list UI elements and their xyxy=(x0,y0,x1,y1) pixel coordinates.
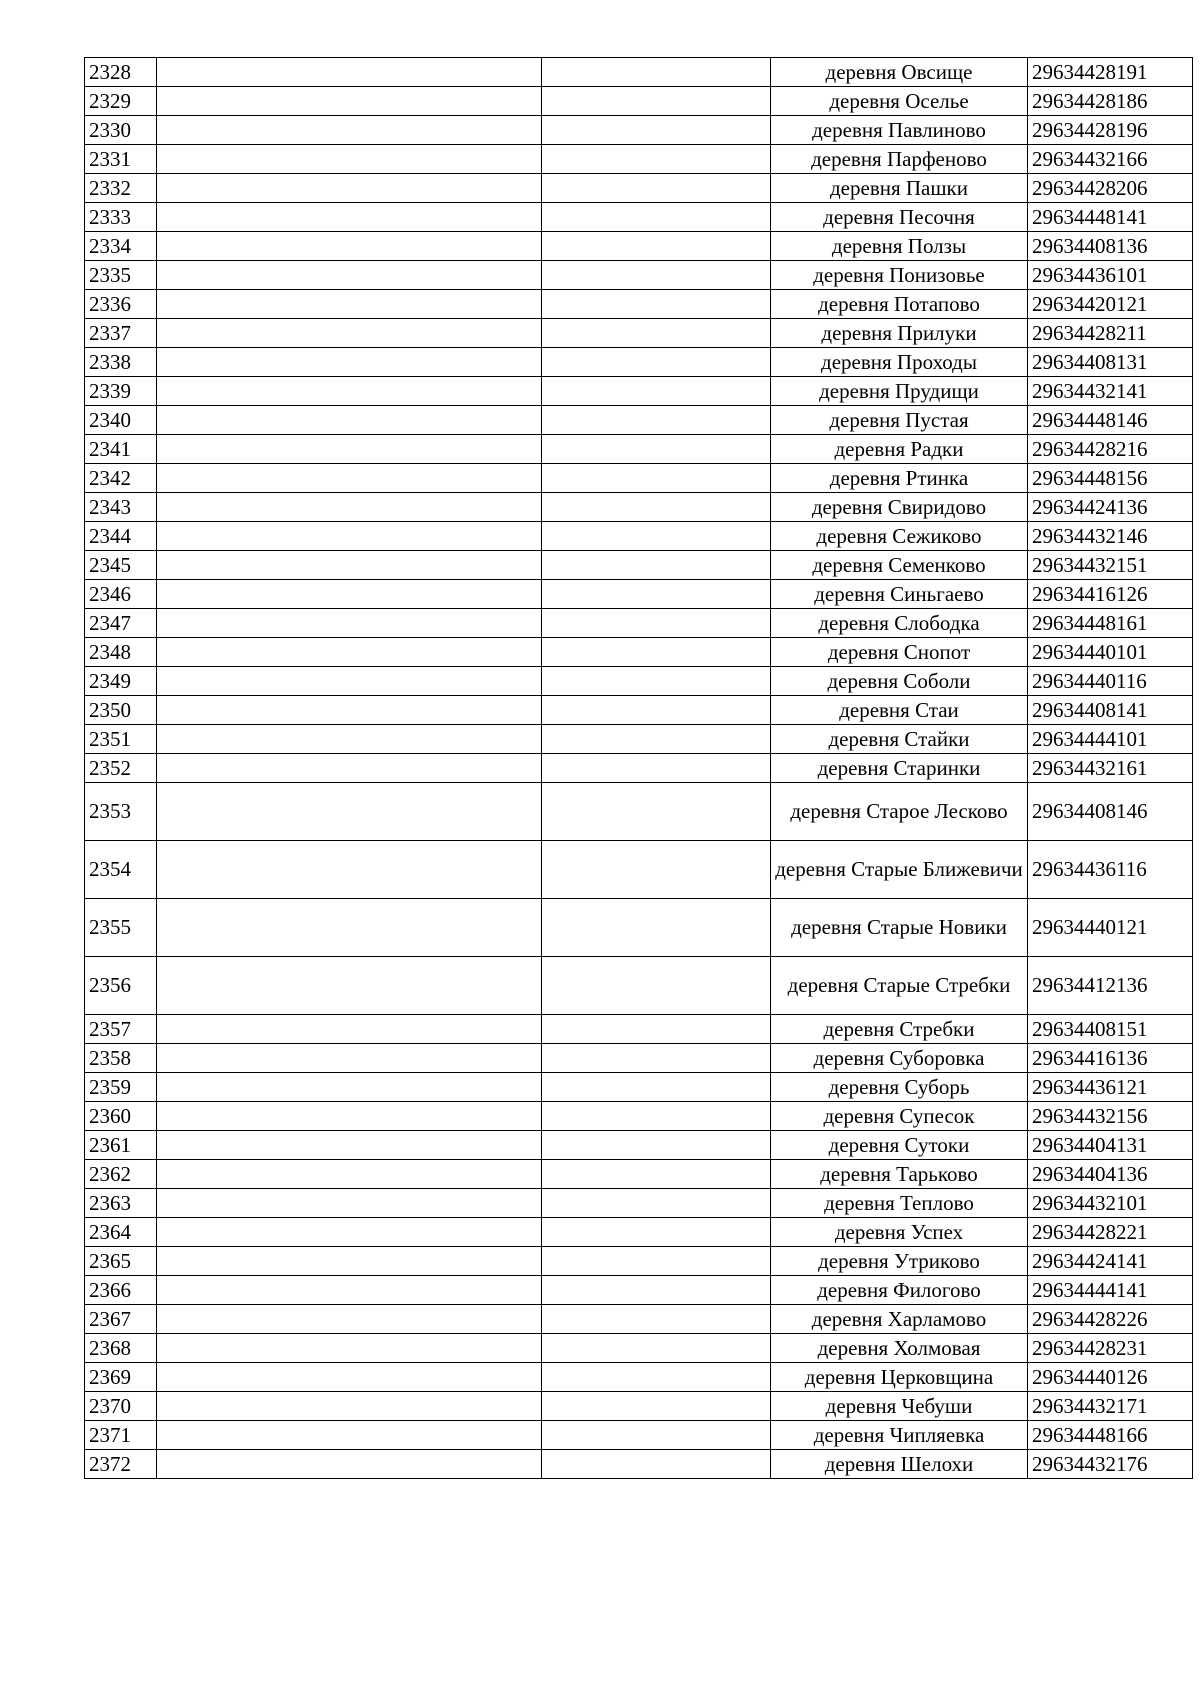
settlement-name-cell: деревня Суборь xyxy=(771,1073,1028,1102)
table-row xyxy=(85,1363,1193,1392)
table-row xyxy=(85,754,1193,783)
settlement-code-cell: 29634428231 xyxy=(1028,1334,1193,1363)
empty-cell xyxy=(542,464,771,493)
settlement-code-cell: 29634416136 xyxy=(1028,1044,1193,1073)
table-row xyxy=(85,580,1193,609)
row-number-cell: 2340 xyxy=(85,406,157,435)
settlement-code-cell: 29634448156 xyxy=(1028,464,1193,493)
empty-cell xyxy=(542,1015,771,1044)
empty-cell xyxy=(157,87,542,116)
empty-cell xyxy=(157,406,542,435)
settlement-code-cell: 29634432146 xyxy=(1028,522,1193,551)
table-row xyxy=(85,435,1193,464)
empty-cell xyxy=(542,899,771,957)
empty-cell xyxy=(542,1392,771,1421)
empty-cell xyxy=(542,1334,771,1363)
table-row xyxy=(85,290,1193,319)
table-row xyxy=(85,667,1193,696)
settlement-name-cell: деревня Синьгаево xyxy=(771,580,1028,609)
empty-cell xyxy=(542,348,771,377)
empty-cell xyxy=(157,116,542,145)
settlement-name-cell: деревня Радки xyxy=(771,435,1028,464)
empty-cell xyxy=(542,1189,771,1218)
table-row xyxy=(85,1073,1193,1102)
row-number-cell: 2353 xyxy=(85,783,157,841)
settlement-name-cell: деревня Сутоки xyxy=(771,1131,1028,1160)
empty-cell xyxy=(542,1305,771,1334)
settlement-code-cell: 29634436101 xyxy=(1028,261,1193,290)
settlement-name-cell: деревня Стребки xyxy=(771,1015,1028,1044)
empty-cell xyxy=(542,1102,771,1131)
table-row xyxy=(85,1218,1193,1247)
row-number-cell: 2358 xyxy=(85,1044,157,1073)
empty-cell xyxy=(542,667,771,696)
settlement-name-cell: деревня Суборовка xyxy=(771,1044,1028,1073)
settlement-code-cell: 29634428216 xyxy=(1028,435,1193,464)
empty-cell xyxy=(542,290,771,319)
empty-cell xyxy=(542,116,771,145)
empty-cell xyxy=(542,841,771,899)
settlement-code-cell: 29634436121 xyxy=(1028,1073,1193,1102)
empty-cell xyxy=(542,1450,771,1479)
empty-cell xyxy=(542,319,771,348)
row-number-cell: 2329 xyxy=(85,87,157,116)
empty-cell xyxy=(157,145,542,174)
table-row xyxy=(85,348,1193,377)
settlement-name-cell: деревня Ртинка xyxy=(771,464,1028,493)
settlement-name-cell: деревня Песочня xyxy=(771,203,1028,232)
settlement-name-cell: деревня Пашки xyxy=(771,174,1028,203)
empty-cell xyxy=(157,783,542,841)
table-row xyxy=(85,899,1193,957)
settlement-name-cell: деревня Проходы xyxy=(771,348,1028,377)
settlement-code-cell: 29634416126 xyxy=(1028,580,1193,609)
row-number-cell: 2346 xyxy=(85,580,157,609)
settlement-name-cell: деревня Понизовье xyxy=(771,261,1028,290)
empty-cell xyxy=(157,1421,542,1450)
empty-cell xyxy=(157,1334,542,1363)
table-row xyxy=(85,1044,1193,1073)
empty-cell xyxy=(542,58,771,87)
settlement-name-cell: деревня Старое Лесково xyxy=(771,783,1028,841)
settlement-code-cell: 29634448166 xyxy=(1028,1421,1193,1450)
table-row xyxy=(85,319,1193,348)
empty-cell xyxy=(157,1276,542,1305)
settlement-name-cell: деревня Соболи xyxy=(771,667,1028,696)
empty-cell xyxy=(542,1073,771,1102)
empty-cell xyxy=(542,1276,771,1305)
empty-cell xyxy=(157,435,542,464)
settlement-code-cell: 29634432166 xyxy=(1028,145,1193,174)
empty-cell xyxy=(157,1131,542,1160)
empty-cell xyxy=(157,290,542,319)
settlement-code-cell: 29634432151 xyxy=(1028,551,1193,580)
empty-cell xyxy=(542,783,771,841)
table-row xyxy=(85,406,1193,435)
row-number-cell: 2365 xyxy=(85,1247,157,1276)
empty-cell xyxy=(157,348,542,377)
row-number-cell: 2354 xyxy=(85,841,157,899)
empty-cell xyxy=(542,1421,771,1450)
row-number-cell: 2337 xyxy=(85,319,157,348)
empty-cell xyxy=(542,174,771,203)
settlement-name-cell: деревня Теплово xyxy=(771,1189,1028,1218)
row-number-cell: 2357 xyxy=(85,1015,157,1044)
table-row xyxy=(85,1334,1193,1363)
empty-cell xyxy=(157,551,542,580)
settlement-name-cell: деревня Успех xyxy=(771,1218,1028,1247)
settlement-code-cell: 29634432101 xyxy=(1028,1189,1193,1218)
empty-cell xyxy=(542,522,771,551)
table-row xyxy=(85,1421,1193,1450)
empty-cell xyxy=(157,957,542,1015)
empty-cell xyxy=(157,1392,542,1421)
settlement-code-cell: 29634440116 xyxy=(1028,667,1193,696)
row-number-cell: 2356 xyxy=(85,957,157,1015)
empty-cell xyxy=(542,551,771,580)
empty-cell xyxy=(542,1247,771,1276)
row-number-cell: 2334 xyxy=(85,232,157,261)
row-number-cell: 2369 xyxy=(85,1363,157,1392)
empty-cell xyxy=(157,899,542,957)
row-number-cell: 2341 xyxy=(85,435,157,464)
empty-cell xyxy=(157,174,542,203)
settlement-name-cell: деревня Церковщина xyxy=(771,1363,1028,1392)
settlement-name-cell: деревня Чипляевка xyxy=(771,1421,1028,1450)
settlement-code-cell: 29634424136 xyxy=(1028,493,1193,522)
settlement-name-cell: деревня Семенково xyxy=(771,551,1028,580)
settlement-code-cell: 29634428191 xyxy=(1028,58,1193,87)
settlement-code-cell: 29634444141 xyxy=(1028,1276,1193,1305)
row-number-cell: 2352 xyxy=(85,754,157,783)
row-number-cell: 2333 xyxy=(85,203,157,232)
settlement-code-cell: 29634404131 xyxy=(1028,1131,1193,1160)
settlement-code-cell: 29634420121 xyxy=(1028,290,1193,319)
settlement-name-cell: деревня Стайки xyxy=(771,725,1028,754)
empty-cell xyxy=(542,1363,771,1392)
settlement-name-cell: деревня Шелохи xyxy=(771,1450,1028,1479)
settlement-code-cell: 29634412136 xyxy=(1028,957,1193,1015)
row-number-cell: 2370 xyxy=(85,1392,157,1421)
table-row xyxy=(85,58,1193,87)
settlement-name-cell: деревня Утриково xyxy=(771,1247,1028,1276)
empty-cell xyxy=(542,377,771,406)
settlement-code-cell: 29634408141 xyxy=(1028,696,1193,725)
table-row xyxy=(85,116,1193,145)
table-row xyxy=(85,783,1193,841)
empty-cell xyxy=(542,203,771,232)
row-number-cell: 2350 xyxy=(85,696,157,725)
row-number-cell: 2351 xyxy=(85,725,157,754)
settlement-code-cell: 29634440121 xyxy=(1028,899,1193,957)
empty-cell xyxy=(157,58,542,87)
table-row xyxy=(85,464,1193,493)
settlement-code-cell: 29634428196 xyxy=(1028,116,1193,145)
empty-cell xyxy=(542,725,771,754)
settlement-name-cell: деревня Холмовая xyxy=(771,1334,1028,1363)
settlement-code-cell: 29634408151 xyxy=(1028,1015,1193,1044)
settlement-code-cell: 29634440101 xyxy=(1028,638,1193,667)
settlement-name-cell: деревня Старые Стребки xyxy=(771,957,1028,1015)
settlement-name-cell: деревня Старинки xyxy=(771,754,1028,783)
empty-cell xyxy=(157,754,542,783)
settlement-code-cell: 29634432176 xyxy=(1028,1450,1193,1479)
table-row xyxy=(85,1392,1193,1421)
settlement-name-cell: деревня Тарьково xyxy=(771,1160,1028,1189)
row-number-cell: 2364 xyxy=(85,1218,157,1247)
row-number-cell: 2359 xyxy=(85,1073,157,1102)
empty-cell xyxy=(157,203,542,232)
empty-cell xyxy=(157,1450,542,1479)
table-row xyxy=(85,1131,1193,1160)
settlement-name-cell: деревня Пустая xyxy=(771,406,1028,435)
row-number-cell: 2338 xyxy=(85,348,157,377)
empty-cell xyxy=(157,609,542,638)
table-row xyxy=(85,1305,1193,1334)
settlement-code-cell: 29634448141 xyxy=(1028,203,1193,232)
table-row xyxy=(85,1450,1193,1479)
empty-cell xyxy=(542,638,771,667)
table-row xyxy=(85,841,1193,899)
table-row xyxy=(85,1247,1193,1276)
table-row xyxy=(85,1102,1193,1131)
table-row xyxy=(85,1015,1193,1044)
row-number-cell: 2330 xyxy=(85,116,157,145)
row-number-cell: 2367 xyxy=(85,1305,157,1334)
settlement-code-cell: 29634444101 xyxy=(1028,725,1193,754)
table-row xyxy=(85,696,1193,725)
table-row xyxy=(85,87,1193,116)
settlement-code-cell: 29634428211 xyxy=(1028,319,1193,348)
settlement-name-cell: деревня Супесок xyxy=(771,1102,1028,1131)
table-row xyxy=(85,638,1193,667)
empty-cell xyxy=(542,435,771,464)
row-number-cell: 2332 xyxy=(85,174,157,203)
empty-cell xyxy=(157,493,542,522)
row-number-cell: 2342 xyxy=(85,464,157,493)
empty-cell xyxy=(542,957,771,1015)
empty-cell xyxy=(542,406,771,435)
settlement-code-cell: 29634428186 xyxy=(1028,87,1193,116)
row-number-cell: 2349 xyxy=(85,667,157,696)
empty-cell xyxy=(542,493,771,522)
settlement-name-cell: деревня Ползы xyxy=(771,232,1028,261)
empty-cell xyxy=(542,145,771,174)
row-number-cell: 2361 xyxy=(85,1131,157,1160)
empty-cell xyxy=(157,580,542,609)
empty-cell xyxy=(542,580,771,609)
empty-cell xyxy=(542,754,771,783)
row-number-cell: 2371 xyxy=(85,1421,157,1450)
row-number-cell: 2343 xyxy=(85,493,157,522)
empty-cell xyxy=(157,1044,542,1073)
row-number-cell: 2336 xyxy=(85,290,157,319)
empty-cell xyxy=(157,1160,542,1189)
table-row xyxy=(85,377,1193,406)
table-row xyxy=(85,1189,1193,1218)
empty-cell xyxy=(542,232,771,261)
settlement-code-cell: 29634408131 xyxy=(1028,348,1193,377)
empty-cell xyxy=(157,377,542,406)
table-row xyxy=(85,1160,1193,1189)
empty-cell xyxy=(157,1073,542,1102)
settlement-code-cell: 29634428221 xyxy=(1028,1218,1193,1247)
settlement-name-cell: деревня Харламово xyxy=(771,1305,1028,1334)
settlement-name-cell: деревня Стаи xyxy=(771,696,1028,725)
settlement-code-cell: 29634408146 xyxy=(1028,783,1193,841)
table-body xyxy=(85,58,1193,1479)
settlement-code-cell: 29634424141 xyxy=(1028,1247,1193,1276)
empty-cell xyxy=(157,1305,542,1334)
row-number-cell: 2366 xyxy=(85,1276,157,1305)
settlement-name-cell: деревня Слободка xyxy=(771,609,1028,638)
row-number-cell: 2372 xyxy=(85,1450,157,1479)
table-row xyxy=(85,203,1193,232)
empty-cell xyxy=(157,1247,542,1276)
settlement-code-cell: 29634432141 xyxy=(1028,377,1193,406)
settlement-code-cell: 29634432161 xyxy=(1028,754,1193,783)
settlement-name-cell: деревня Старые Ближевичи xyxy=(771,841,1028,899)
empty-cell xyxy=(542,1044,771,1073)
settlement-name-cell: деревня Чебуши xyxy=(771,1392,1028,1421)
settlement-code-cell: 29634436116 xyxy=(1028,841,1193,899)
settlement-code-cell: 29634448161 xyxy=(1028,609,1193,638)
row-number-cell: 2335 xyxy=(85,261,157,290)
empty-cell xyxy=(542,261,771,290)
settlement-code-cell: 29634432156 xyxy=(1028,1102,1193,1131)
empty-cell xyxy=(542,696,771,725)
row-number-cell: 2363 xyxy=(85,1189,157,1218)
settlement-name-cell: деревня Потапово xyxy=(771,290,1028,319)
row-number-cell: 2331 xyxy=(85,145,157,174)
table-row xyxy=(85,261,1193,290)
empty-cell xyxy=(157,1363,542,1392)
settlement-table xyxy=(84,57,1193,1479)
settlement-code-cell: 29634432171 xyxy=(1028,1392,1193,1421)
row-number-cell: 2360 xyxy=(85,1102,157,1131)
empty-cell xyxy=(157,696,542,725)
settlement-name-cell: деревня Сежиково xyxy=(771,522,1028,551)
row-number-cell: 2328 xyxy=(85,58,157,87)
empty-cell xyxy=(542,1160,771,1189)
row-number-cell: 2355 xyxy=(85,899,157,957)
empty-cell xyxy=(542,1218,771,1247)
row-number-cell: 2339 xyxy=(85,377,157,406)
empty-cell xyxy=(157,841,542,899)
empty-cell xyxy=(157,1218,542,1247)
table-row xyxy=(85,1276,1193,1305)
empty-cell xyxy=(157,319,542,348)
empty-cell xyxy=(542,609,771,638)
settlement-name-cell: деревня Прилуки xyxy=(771,319,1028,348)
settlement-code-cell: 29634428226 xyxy=(1028,1305,1193,1334)
empty-cell xyxy=(157,1102,542,1131)
row-number-cell: 2362 xyxy=(85,1160,157,1189)
empty-cell xyxy=(157,1189,542,1218)
row-number-cell: 2344 xyxy=(85,522,157,551)
settlement-name-cell: деревня Снопот xyxy=(771,638,1028,667)
row-number-cell: 2348 xyxy=(85,638,157,667)
settlement-code-cell: 29634428206 xyxy=(1028,174,1193,203)
settlement-code-cell: 29634440126 xyxy=(1028,1363,1193,1392)
settlement-code-cell: 29634404136 xyxy=(1028,1160,1193,1189)
empty-cell xyxy=(157,667,542,696)
row-number-cell: 2345 xyxy=(85,551,157,580)
row-number-cell: 2347 xyxy=(85,609,157,638)
empty-cell xyxy=(157,232,542,261)
empty-cell xyxy=(157,725,542,754)
table-row xyxy=(85,493,1193,522)
table-row xyxy=(85,609,1193,638)
settlement-name-cell: деревня Старые Новики xyxy=(771,899,1028,957)
settlement-name-cell: деревня Овсище xyxy=(771,58,1028,87)
table-row xyxy=(85,725,1193,754)
settlement-code-cell: 29634448146 xyxy=(1028,406,1193,435)
settlement-name-cell: деревня Оселье xyxy=(771,87,1028,116)
empty-cell xyxy=(157,464,542,493)
table-row xyxy=(85,957,1193,1015)
empty-cell xyxy=(157,1015,542,1044)
table-row xyxy=(85,174,1193,203)
empty-cell xyxy=(157,522,542,551)
settlement-code-cell: 29634408136 xyxy=(1028,232,1193,261)
settlement-name-cell: деревня Прудищи xyxy=(771,377,1028,406)
table-row xyxy=(85,232,1193,261)
settlement-name-cell: деревня Павлиново xyxy=(771,116,1028,145)
settlement-name-cell: деревня Филогово xyxy=(771,1276,1028,1305)
empty-cell xyxy=(542,87,771,116)
settlement-name-cell: деревня Парфеново xyxy=(771,145,1028,174)
table-row xyxy=(85,522,1193,551)
table-row xyxy=(85,551,1193,580)
table-row xyxy=(85,145,1193,174)
row-number-cell: 2368 xyxy=(85,1334,157,1363)
empty-cell xyxy=(157,261,542,290)
empty-cell xyxy=(542,1131,771,1160)
empty-cell xyxy=(157,638,542,667)
settlement-name-cell: деревня Свиридово xyxy=(771,493,1028,522)
